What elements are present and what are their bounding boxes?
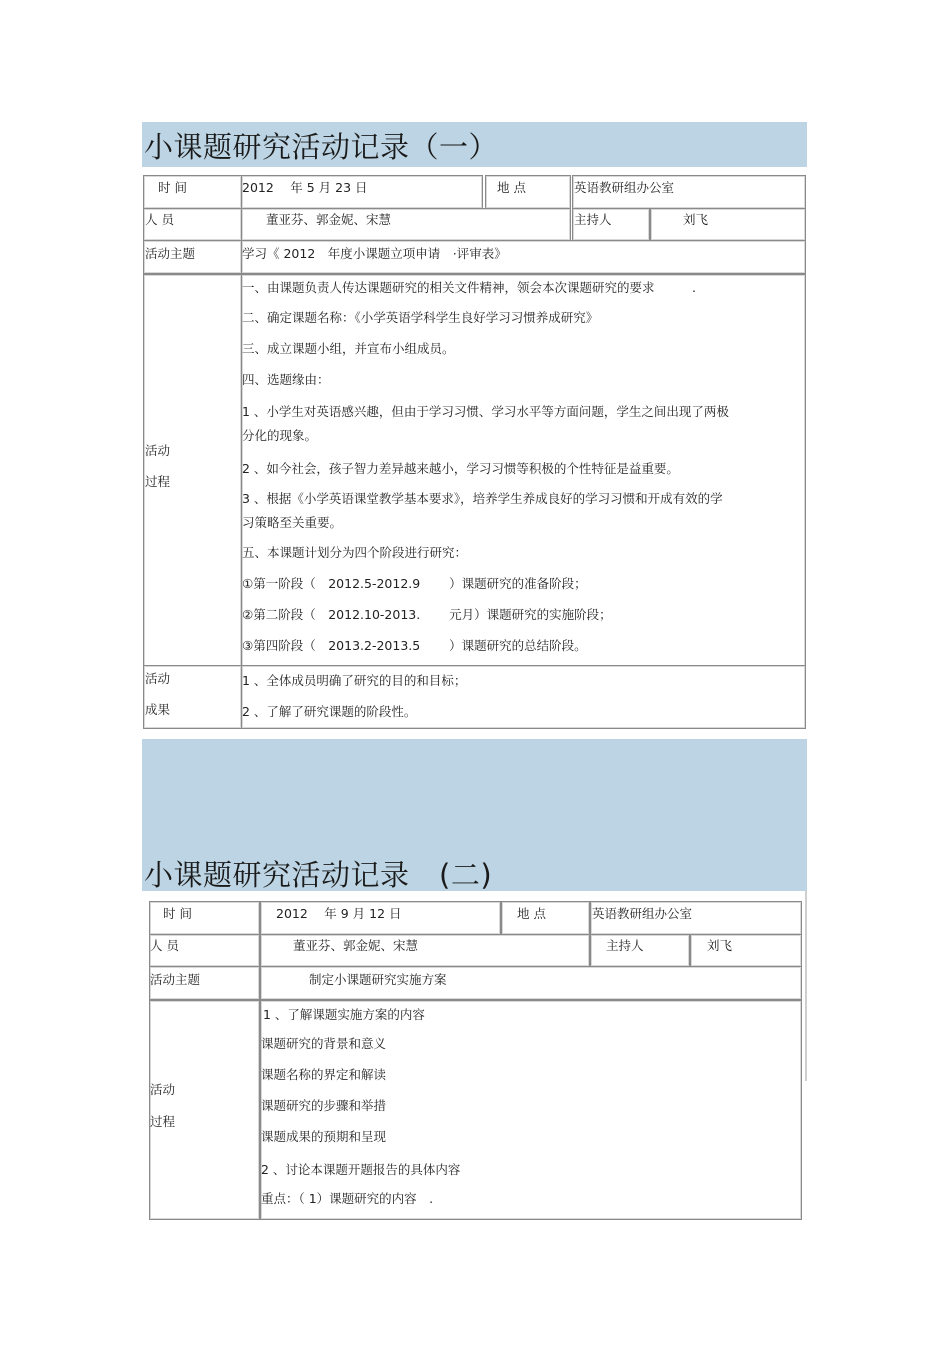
r1-place-value-cell	[572, 175, 806, 209]
r1-place-label: 地 点	[497, 180, 526, 195]
r2-members-value-cell	[260, 934, 590, 967]
r2-process-line: 课题研究的背景和意义	[261, 1036, 387, 1051]
r1-process-line: 四、选题缘由：	[242, 372, 330, 387]
r1-process-line: ①第一阶段（ 2012.5-2012.9 ）课题研究的准备阶段；	[242, 576, 587, 591]
r1-place-label-cell	[485, 175, 571, 209]
r1-process-label-2: 过程	[145, 474, 171, 489]
r2-theme-label: 活动主题	[150, 972, 201, 987]
r1-members-label: 人 员	[145, 212, 174, 227]
r2-place-label-cell	[501, 901, 590, 935]
r1-process-line: 1 、小学生对英语感兴趣，但由于学习习惯、学习水平等方面问题，学生之间出现了两极	[242, 404, 729, 419]
r1-process-line: ②第二阶段（ 2012.10-2013. 元月）课题研究的实施阶段；	[242, 607, 612, 622]
r1-host-label-cell	[572, 208, 650, 241]
r2-process-line: 课题研究的步骤和举措	[261, 1098, 387, 1113]
r1-process-line: 习策略至关重要。	[242, 515, 343, 530]
r2-process-line: 2 、讨论本课题开题报告的具体内容	[261, 1162, 461, 1177]
r2-host-value: 刘飞	[707, 938, 733, 953]
r1-process-line: 3 、根据《小学英语课堂教学基本要求》，培养学生养成良好的学习习惯和开成有效的学	[242, 491, 723, 506]
r1-process-line: 三、成立课题小组，并宣布小组成员。	[242, 341, 455, 356]
r2-time-label: 时 间	[163, 906, 192, 921]
r1-members-value: 董亚芬、郭金妮、宋慧	[266, 212, 392, 227]
r1-host-value: 刘飞	[683, 212, 709, 227]
r1-result-content-cell	[241, 665, 806, 729]
r2-time-value-cell	[260, 901, 501, 935]
r1-result-label-2: 成果	[145, 702, 171, 717]
r2-members-label: 人 员	[150, 938, 179, 953]
r1-host-value-cell	[650, 208, 806, 241]
r1-process-line: 五、本课题计划分为四个阶段进行研究：	[242, 545, 468, 560]
r1-process-line: 一、由课题负责人传达课题研究的相关文件精神，领会本次课题研究的要求 .	[242, 280, 696, 295]
r2-process-label-cell	[149, 1000, 260, 1220]
r2-process-label-2: 过程	[150, 1114, 176, 1129]
record-1-title: 小课题研究活动记录（一）	[144, 130, 499, 164]
r1-theme-value: 学习《 2012 年度小课题立项申请 ·评审表》	[242, 246, 507, 261]
r1-result-label-cell	[143, 665, 242, 729]
r2-host-label-cell	[590, 934, 690, 967]
r1-result-line: 1 、全体成员明确了研究的目的和目标；	[242, 673, 467, 688]
r2-process-label-1: 活动	[150, 1082, 176, 1097]
r2-theme-value-cell	[260, 966, 802, 1000]
r2-time-label-cell	[149, 901, 260, 935]
r1-process-line: ③第四阶段（ 2013.2-2013.5 ）课题研究的总结阶段。	[242, 638, 587, 653]
r2-time-value: 2012 年 9 月 12 日	[276, 906, 402, 921]
r1-time-label: 时 间	[158, 180, 187, 195]
r2-place-label: 地 点	[517, 906, 546, 921]
r2-process-line: 1 、了解课题实施方案的内容	[263, 1007, 425, 1022]
r2-place-value: 英语教研组办公室	[592, 906, 693, 921]
r2-members-value: 董亚芬、郭金妮、宋慧	[293, 938, 419, 953]
r2-process-content-cell	[260, 1000, 802, 1220]
r1-theme-value-cell	[241, 240, 806, 274]
r1-process-label-cell	[143, 274, 242, 667]
r1-theme-label: 活动主题	[145, 246, 196, 261]
r2-process-line: 重点：（ 1）课题研究的内容 .	[261, 1191, 434, 1206]
r2-process-line: 课题成果的预期和呈现	[261, 1129, 387, 1144]
r1-theme-label-cell	[143, 240, 242, 274]
record-2-title: 小课题研究活动记录 (二)	[144, 858, 493, 892]
r2-members-label-cell	[149, 934, 260, 967]
r1-process-content-cell	[241, 274, 806, 667]
r2-theme-label-cell	[149, 966, 260, 1000]
r2-right-edge-line	[805, 891, 807, 1081]
r2-host-label: 主持人	[606, 938, 644, 953]
r1-result-line: 2 、了解了研究课题的阶段性。	[242, 704, 417, 719]
r2-process-line: 课题名称的界定和解读	[261, 1067, 387, 1082]
r1-host-label: 主持人	[574, 212, 612, 227]
r1-members-value-cell	[241, 208, 571, 241]
r1-members-label-cell	[143, 208, 242, 241]
r1-process-label-1: 活动	[145, 443, 171, 458]
r1-place-value: 英语教研组办公室	[574, 180, 675, 195]
r1-result-label-1: 活动	[145, 671, 171, 686]
r1-time-label-cell	[143, 175, 242, 209]
r2-theme-value: 制定小课题研究实施方案	[309, 972, 447, 987]
r1-process-line: 分化的现象。	[242, 428, 318, 443]
r2-host-value-cell	[690, 934, 802, 967]
r1-process-line: 2 、如今社会，孩子智力差异越来越小，学习习惯等积极的个性特征是益重要。	[242, 461, 679, 476]
r1-time-value: 2012 年 5 月 23 日	[242, 180, 368, 195]
r2-place-value-cell	[590, 901, 802, 935]
r1-process-line: 二、确定课题名称：《小学英语学科学生良好学习习惯养成研究》	[242, 310, 599, 325]
r1-time-value-cell	[241, 175, 483, 209]
